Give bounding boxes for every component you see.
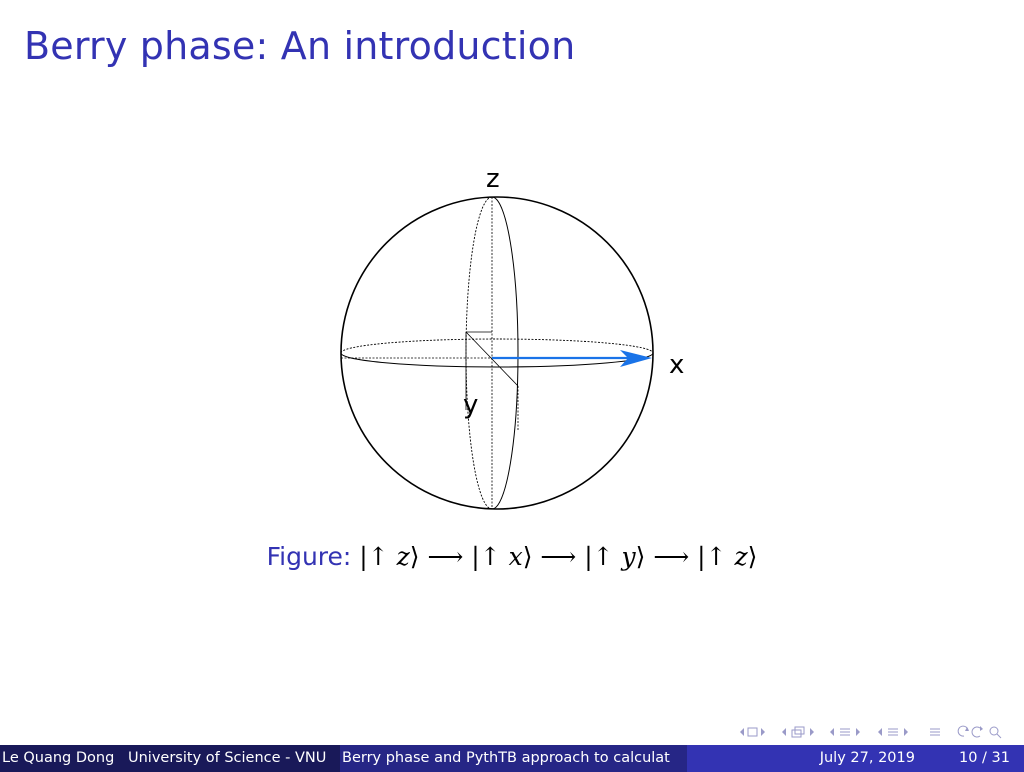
x-axis-label: x (669, 350, 685, 380)
z-axis-label: z (486, 164, 500, 194)
slide-title: Berry phase: An introduction (24, 24, 576, 68)
nav-frame-icons[interactable] (780, 724, 826, 740)
caption-formula: |↑ z⟩ ⟶ |↑ x⟩ ⟶ |↑ y⟩ ⟶ |↑ z⟩ (359, 542, 758, 571)
sphere-outline (341, 197, 653, 509)
footer-author-block (0, 745, 340, 772)
caption-label: Figure: (266, 542, 352, 571)
meridian-front (492, 197, 518, 509)
footer-author: Le Quang Dong (2, 750, 115, 766)
bloch-sphere-figure (320, 160, 685, 520)
nav-search-icon[interactable] (954, 724, 1006, 740)
figure-caption (0, 542, 1024, 571)
footer-institute: University of Science - VNU (128, 750, 327, 766)
equator-back (341, 339, 653, 353)
nav-slide-icons[interactable] (738, 724, 778, 740)
nav-section-icons[interactable] (876, 724, 922, 740)
equator-front (341, 353, 653, 367)
nav-align-icon[interactable] (924, 724, 952, 740)
beamer-navigation (738, 722, 1006, 742)
nav-subsection-icons[interactable] (828, 724, 874, 740)
footer-page-number: 10 / 31 (958, 750, 1010, 766)
footer-date-page-block (687, 745, 1024, 772)
footer-bar (0, 745, 1024, 772)
footer-title: Berry phase and PythTB approach to calculat (340, 745, 687, 772)
footer-date: July 27, 2019 (819, 750, 915, 766)
y-axis-label: y (463, 390, 479, 420)
meridian-back (466, 197, 492, 509)
